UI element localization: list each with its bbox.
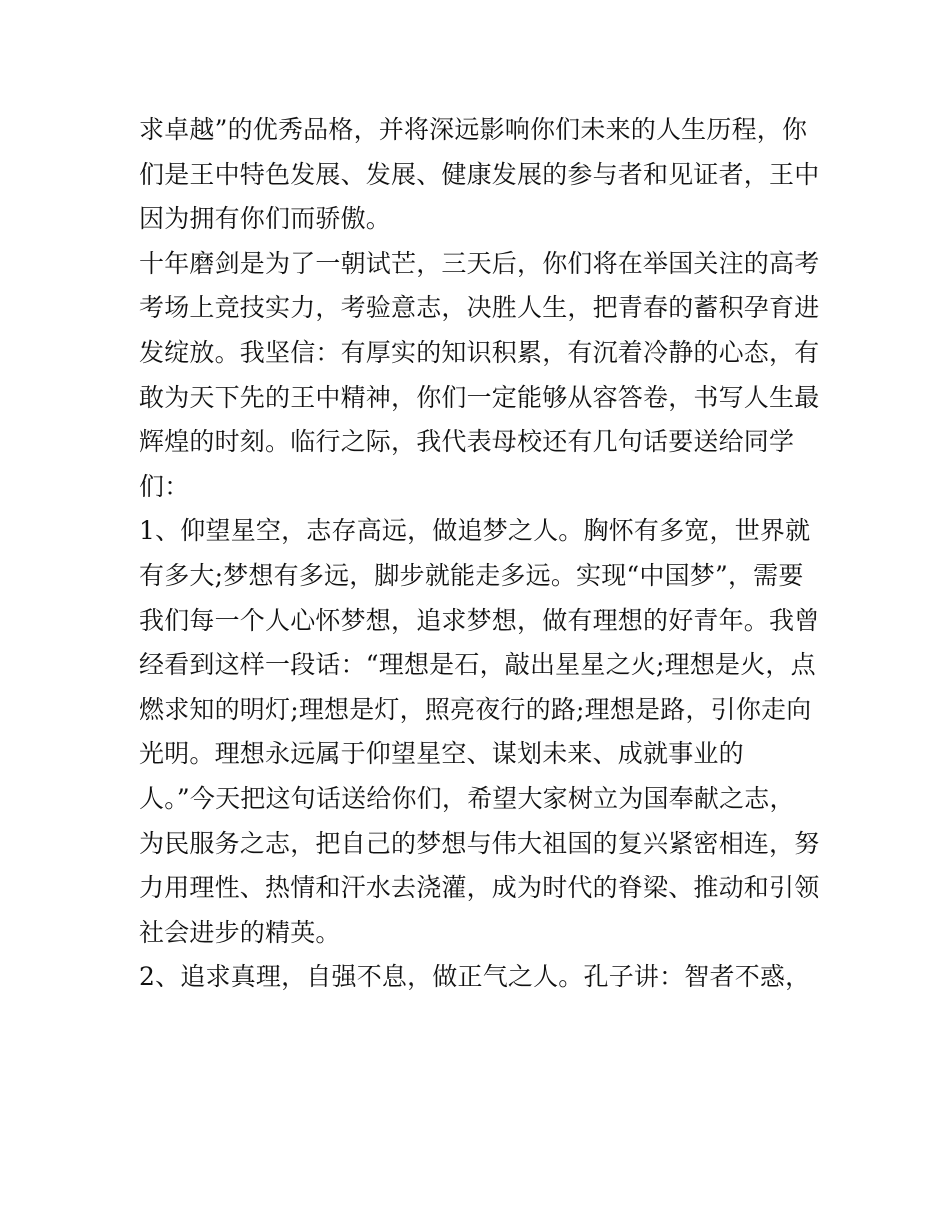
text-line: 求卓越”的优秀品格，并将深远影响你们未来的人生历程，你 <box>139 115 808 144</box>
text-line: 辉煌的时刻。临行之际，我代表母校还有几句话要送给同学 <box>139 427 795 457</box>
text-line: 们： <box>139 471 190 501</box>
text-line: 因为拥有你们而骄傲。 <box>139 204 392 234</box>
text-line: 我们每一个人心怀梦想，追求梦想，做有理想的好青年。我曾 <box>139 605 820 635</box>
text-line: 力用理性、热情和汗水去浇灌，成为时代的脊梁、推动和引领 <box>139 873 820 903</box>
text-line: 有多大;梦想有多远，脚步就能走多远。实现“中国梦”，需要 <box>139 560 804 590</box>
text-line: 燃求知的明灯;理想是灯，照亮夜行的路;理想是路，引你走向 <box>139 694 812 724</box>
text-line: 为民服务之志，把自己的梦想与伟大祖国的复兴紧密相连，努 <box>139 828 820 858</box>
text-line: 经看到这样一段话：“理想是石，敲出星星之火;理想是火，点 <box>139 650 816 680</box>
text-line: 社会进步的精英。 <box>139 917 341 947</box>
body-text <box>139 108 819 1000</box>
text-line: 发绽放。我坚信：有厚实的知识积累，有沉着冷静的心态，有 <box>139 337 820 367</box>
text-line: 2、追求真理，自强不息，做正气之人。孔子讲：智者不惑， <box>139 962 811 992</box>
text-line: 敢为天下先的王中精神，你们一定能够从容答卷，书写人生最 <box>139 382 820 412</box>
text-line: 光明。理想永远属于仰望星空、谋划未来、成就事业的 <box>139 739 744 769</box>
text-line: 十年磨剑是为了一朝试芒，三天后，你们将在举国关注的高考 <box>139 248 820 278</box>
text-line: 人。”今天把这句话送给你们，希望大家树立为国奉献之志， <box>139 783 795 813</box>
text-line: 1、仰望星空，志存高远，做追梦之人。胸怀有多宽，世界就 <box>139 516 811 546</box>
text-line: 们是王中特色发展、发展、健康发展的参与者和见证者，王中 <box>139 159 820 189</box>
text-line: 考场上竞技实力，考验意志，决胜人生，把青春的蓄积孕育进 <box>139 293 820 323</box>
